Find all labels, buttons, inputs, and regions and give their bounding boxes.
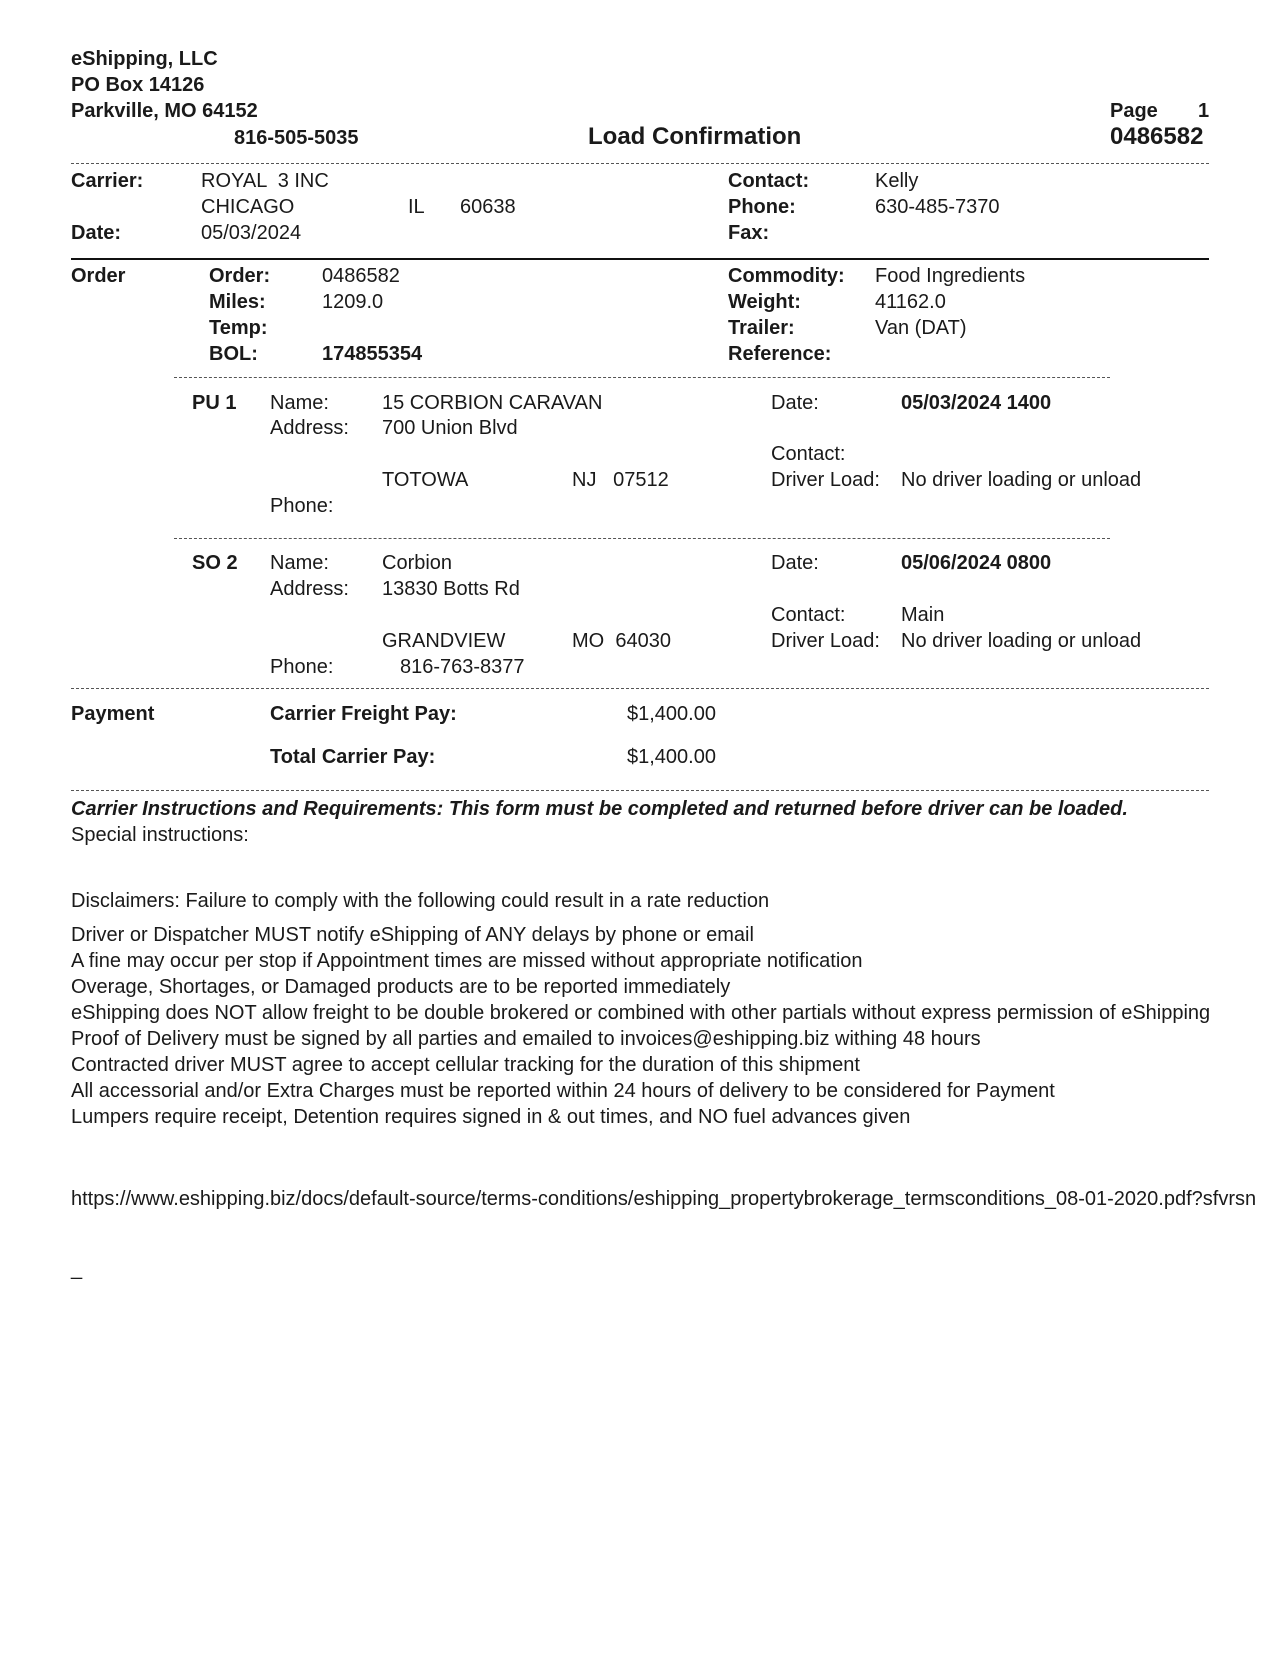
carrier-label: Carrier: [71,170,144,192]
miles-label: Miles: [209,291,266,313]
document-title: Load Confirmation [588,123,802,150]
disclaimer-list [71,922,1271,1130]
divider [71,163,1209,164]
disclaimer-heading: Disclaimers: Failure to comply with the following could result in a rate reduction [71,890,770,912]
bol-value: 174855354 [322,343,423,365]
weight-value: 41162.0 [875,291,946,313]
total-pay-label: Total Carrier Pay: [270,746,436,768]
order-value: 0486582 [322,265,400,287]
stop-address-label: Address: [270,578,349,600]
stop-contact-label: Contact: [771,604,846,626]
stop-phone-label: Phone: [270,656,334,678]
disclaimer-item: All accessorial and/or Extra Charges must be reported within 24 hours of delivery to be considered for Payment [71,1080,1055,1102]
stop-state-zip: MO 64030 [572,630,671,652]
carrier-name: ROYAL 3 INC [201,170,329,192]
instructions-heading: Carrier Instructions and Requirements: This form must be completed and returned before driver can be loaded. [71,798,1128,820]
divider [174,377,1110,378]
disclaimer-item: Proof of Delivery must be signed by all parties and emailed to invoices@eshipping.biz withing 48 hours [71,1028,981,1050]
trailer-label: Trailer: [728,317,795,339]
stop-date-label: Date: [771,552,819,574]
date-label: Date: [71,222,122,244]
trailing-mark: _ [71,1258,83,1280]
carrier-city: CHICAGO [201,196,295,218]
stop-name: 15 CORBION CARAVAN [382,392,603,414]
trailer-value: Van (DAT) [875,317,967,339]
phone-value: 630-485-7370 [875,196,1000,218]
temp-label: Temp: [209,317,268,339]
stop-phone-label: Phone: [270,495,334,517]
stop-address-label: Address: [270,417,349,439]
header-order-number: 0486582 [1110,123,1204,150]
carrier-zip: 60638 [460,196,516,218]
page-label: Page [1110,100,1158,122]
commodity-label: Commodity: [728,265,845,287]
stop-name: Corbion [382,552,453,574]
disclaimer-item: A fine may occur per stop if Appointment times are missed without appropriate notification [71,950,863,972]
stop-contact-label: Contact: [771,443,846,465]
company-name: eShipping, LLC [71,48,218,70]
order-section-label: Order [71,265,126,287]
divider [174,538,1110,539]
stop-city: GRANDVIEW [382,630,506,652]
carrier-state: IL [408,196,425,218]
phone-label: Phone: [728,196,796,218]
terms-link[interactable]: https://www.eshipping.biz/docs/default-source/terms-conditions/eshipping_propertybrokerage_termsconditions_08-01-2020.pdf?sfvrsn [71,1188,1257,1210]
disclaimer-item: Contracted driver MUST agree to accept cellular tracking for the duration of this shipment [71,1054,860,1076]
section-divider [71,258,1209,260]
stop-driver-load-label: Driver Load: [771,630,880,652]
miles-value: 1209.0 [322,291,384,313]
stop-code: SO 2 [192,552,238,574]
company-city-state-zip: Parkville, MO 64152 [71,100,258,122]
contact-label: Contact: [728,170,810,192]
freight-pay-label: Carrier Freight Pay: [270,703,457,725]
disclaimer-item: eShipping does NOT allow freight to be double brokered or combined with other partials without express permission of eShipping [71,1002,1211,1024]
stop-state-zip: NJ 07512 [572,469,669,491]
order-label: Order: [209,265,271,287]
bol-label: BOL: [209,343,258,365]
stop-driver-load-label: Driver Load: [771,469,880,491]
contact-value: Kelly [875,170,919,192]
page-number: 1 [1198,100,1210,122]
stop-contact: Main [901,604,945,626]
fax-label: Fax: [728,222,770,244]
stop-phone: 816-763-8377 [400,656,525,678]
commodity-value: Food Ingredients [875,265,1026,287]
stop-address: 700 Union Blvd [382,417,518,439]
reference-label: Reference: [728,343,832,365]
disclaimer-item: Lumpers require receipt, Detention requires signed in & out times, and NO fuel advances given [71,1106,911,1128]
stop-code: PU 1 [192,392,237,414]
stop-date-label: Date: [771,392,819,414]
stop-date: 05/06/2024 0800 [901,552,1052,574]
divider [71,688,1209,689]
payment-section-label: Payment [71,703,155,725]
stop-driver-load: No driver loading or unload [901,630,1142,652]
company-phone: 816-505-5035 [234,127,359,149]
stop-driver-load: No driver loading or unload [901,469,1142,491]
stop-name-label: Name: [270,392,329,414]
weight-label: Weight: [728,291,801,313]
stop-city: TOTOWA [382,469,469,491]
company-po-box: PO Box 14126 [71,74,205,96]
total-pay-value: $1,400.00 [627,746,716,768]
stop-address: 13830 Botts Rd [382,578,520,600]
stop-name-label: Name: [270,552,329,574]
disclaimer-item: Overage, Shortages, or Damaged products are to be reported immediately [71,976,731,998]
freight-pay-value: $1,400.00 [627,703,716,725]
date-value: 05/03/2024 [201,222,302,244]
stop-date: 05/03/2024 1400 [901,392,1052,414]
disclaimer-item: Driver or Dispatcher MUST notify eShipping of ANY delays by phone or email [71,924,754,946]
special-instructions-label: Special instructions: [71,824,249,846]
divider [71,790,1209,791]
